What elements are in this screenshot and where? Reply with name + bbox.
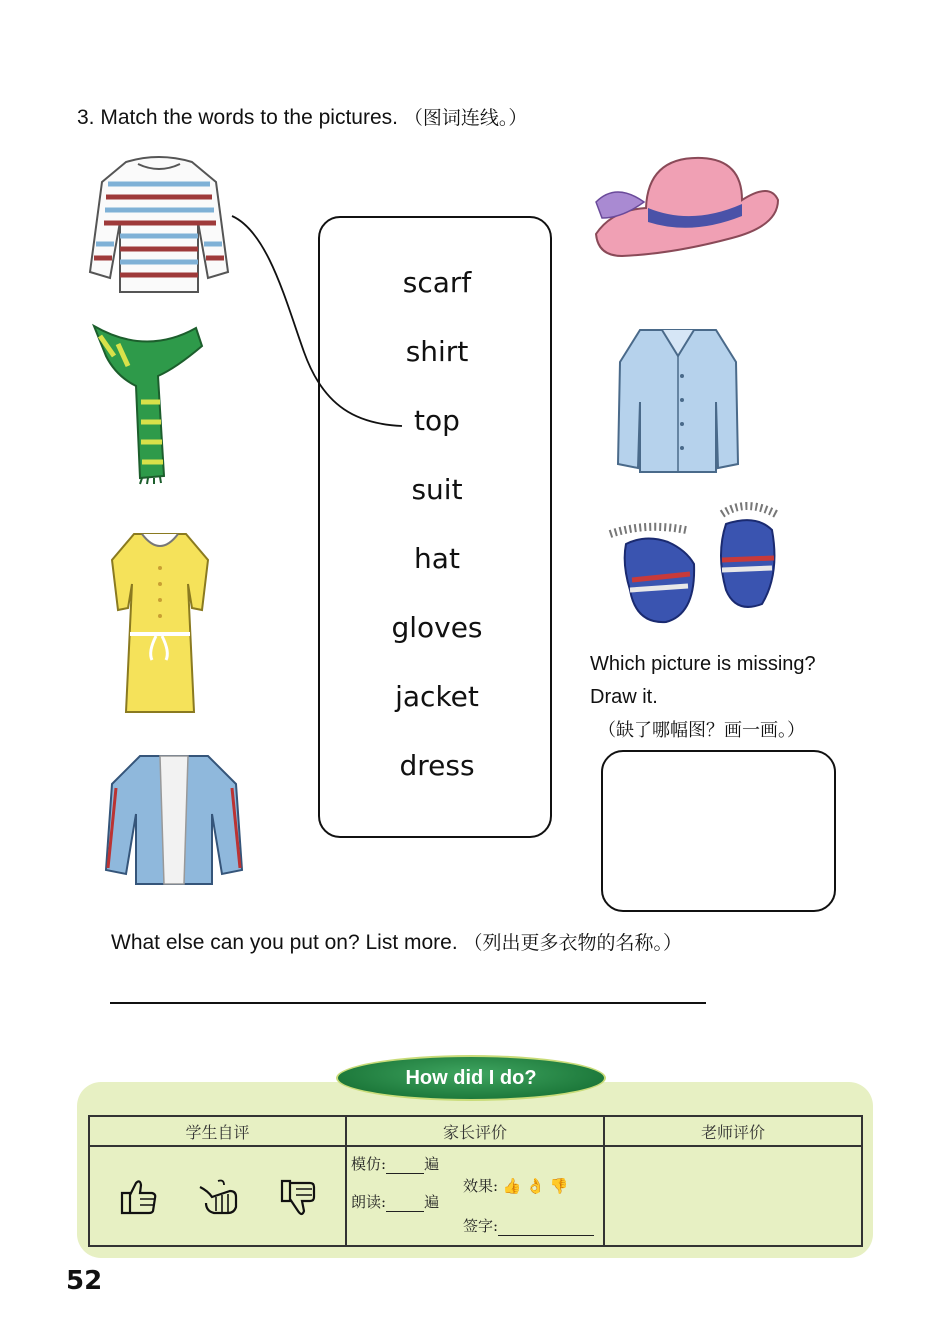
imitate-label: 模仿:: [351, 1155, 387, 1173]
read-label: 朗读:: [351, 1193, 387, 1211]
imitate-blank[interactable]: [386, 1155, 424, 1174]
exercise-title: [77, 103, 527, 130]
missing-question-line3: （缺了哪幅图？画一画。）: [598, 720, 805, 741]
effect-thumbs-down-icon[interactable]: 👎: [549, 1177, 569, 1195]
drawing-box[interactable]: [601, 750, 836, 912]
parent-eval-cell: [346, 1146, 604, 1246]
list-more-cn: （列出更多衣物的名称。）: [463, 932, 683, 954]
evaluation-heading: How did I do?: [336, 1055, 606, 1101]
shirt-picture: [612, 322, 744, 478]
exercise-title-en: 3. Match the words to the pictures.: [77, 106, 398, 129]
missing-question-line2: Draw it.: [590, 686, 658, 708]
imitate-field: [351, 1153, 439, 1174]
word-suit[interactable]: suit: [411, 473, 463, 506]
sign-field: [463, 1215, 594, 1236]
hat-picture: [592, 152, 782, 264]
word-shirt[interactable]: shirt: [405, 335, 469, 368]
word-gloves[interactable]: gloves: [391, 611, 483, 644]
word-dress[interactable]: dress: [399, 749, 475, 782]
column-student: 学生自评: [89, 1116, 346, 1146]
evaluation-table: [88, 1115, 863, 1247]
exercise-title-cn: （图词连线。）: [403, 107, 528, 129]
imitate-unit: 遍: [424, 1155, 440, 1173]
read-unit: 遍: [424, 1193, 440, 1211]
effect-ok-hand-icon[interactable]: 👌: [526, 1177, 545, 1195]
effect-thumbs-up-icon[interactable]: 👍: [502, 1177, 522, 1195]
sign-label: 签字:: [463, 1217, 499, 1235]
dress-picture: [104, 524, 216, 720]
read-field: [351, 1191, 439, 1212]
student-eval-cell: [89, 1146, 346, 1246]
sign-blank[interactable]: [498, 1217, 594, 1236]
list-more-en: What else can you put on? List more.: [111, 931, 458, 954]
scarf-picture: [86, 316, 216, 486]
answer-line[interactable]: [110, 1002, 706, 1004]
gloves-picture: [606, 494, 784, 628]
jacket-picture: [104, 744, 244, 890]
striped-top-picture: [86, 152, 232, 298]
thumbs-down-icon[interactable]: [276, 1177, 320, 1219]
column-teacher: 老师评价: [604, 1116, 862, 1146]
teacher-eval-cell[interactable]: [604, 1146, 862, 1246]
word-list-box: [318, 216, 552, 838]
column-parent: 家长评价: [346, 1116, 604, 1146]
thumbs-up-icon[interactable]: [116, 1177, 160, 1217]
page-number: 52: [66, 1266, 103, 1296]
effect-label: 效果:: [463, 1177, 499, 1195]
word-hat[interactable]: hat: [414, 542, 460, 575]
effect-field: [463, 1175, 568, 1196]
list-more-prompt: [111, 928, 682, 955]
missing-picture-question: [590, 648, 816, 747]
missing-question-line1: Which picture is missing?: [590, 653, 816, 675]
word-top[interactable]: top: [414, 404, 460, 437]
word-jacket[interactable]: jacket: [395, 680, 479, 713]
ok-hand-icon[interactable]: [196, 1177, 240, 1217]
word-scarf[interactable]: scarf: [402, 266, 472, 299]
read-blank[interactable]: [386, 1193, 424, 1212]
